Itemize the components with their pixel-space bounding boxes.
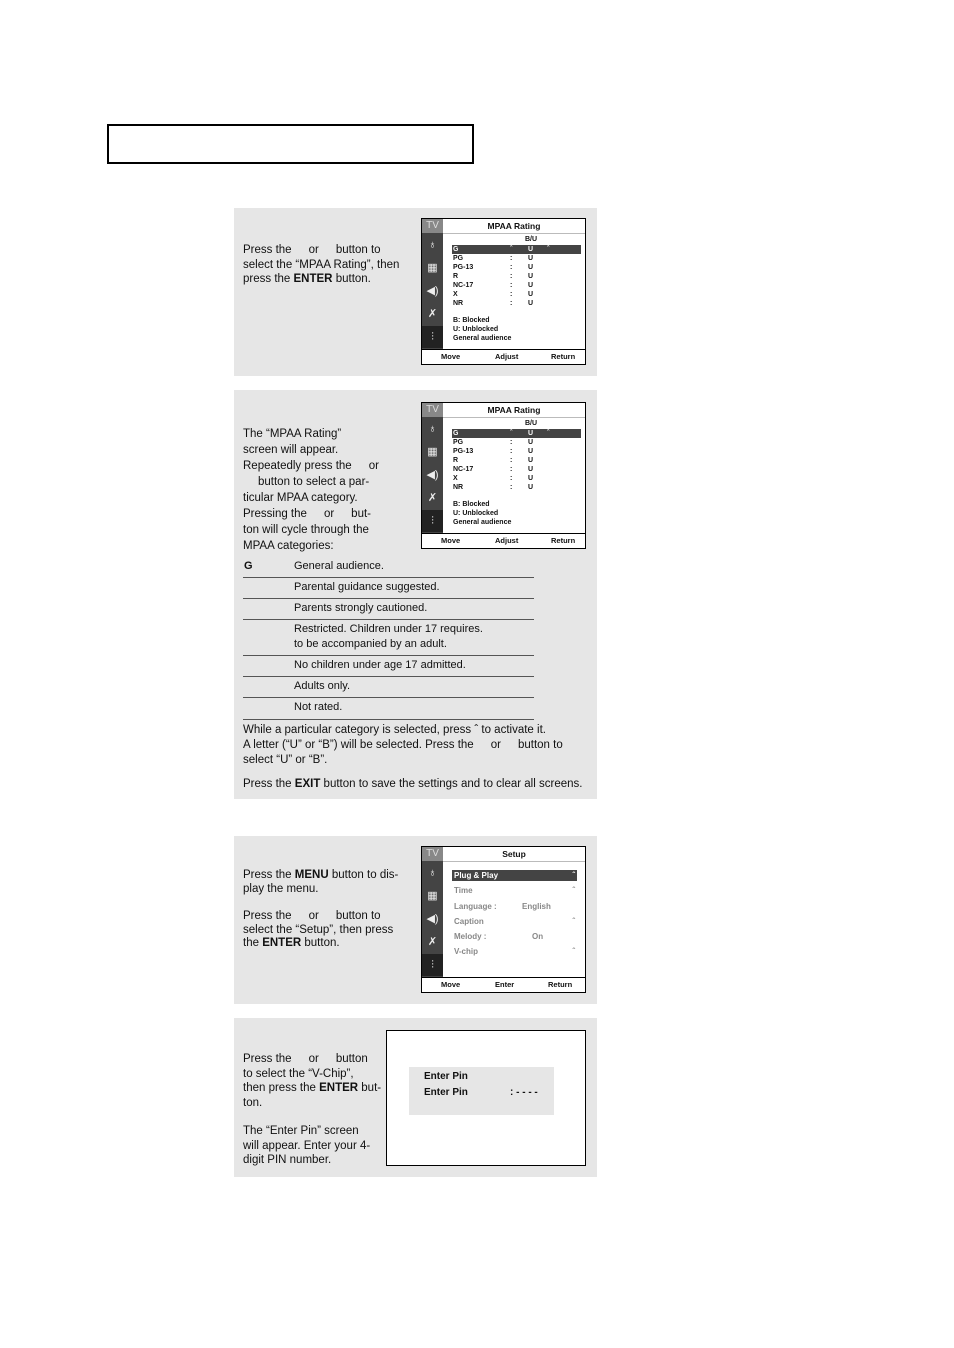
section-title-box [107, 124, 474, 164]
setup-icon: ⫶ [422, 326, 443, 348]
rating-row: NC-17 : U [453, 466, 534, 473]
rating-row: R : U [453, 457, 534, 464]
osd-title: Setup [443, 847, 585, 862]
legend-unblocked: U: Unblocked [453, 326, 499, 333]
bu-header: B/U [525, 236, 538, 243]
input-icon: ♁ [428, 867, 437, 879]
footer-move: Move [441, 352, 461, 361]
legend-description: General audience [453, 335, 512, 342]
footer-adjust: Adjust [495, 352, 519, 361]
sound-icon: ◀) [426, 469, 439, 481]
legend-description: General audience [453, 519, 512, 526]
sound-icon: ◀) [426, 913, 439, 925]
category-row: G General audience. [243, 556, 534, 578]
pin-label-2: Enter Pin [424, 1087, 468, 1098]
step1-text: Press the or button to select the “MPAA Rating”, then press the ENTER button. [243, 244, 400, 285]
step4-text: Press the or button to select the “V-Chip”, then press the ENTER but- ton. The “Enter Pin” screen will appear. Enter your 4- digit PIN number. [243, 1053, 382, 1166]
footer-return: Return [551, 352, 576, 361]
category-row: Parental guidance suggested. [243, 577, 534, 599]
legend-unblocked: U: Unblocked [453, 510, 499, 517]
rating-row: G ˆ U ˆ [452, 245, 581, 254]
category-row: Parents strongly cautioned. [243, 598, 534, 620]
footer-return: Return [551, 536, 576, 545]
rating-row: X : U [453, 291, 534, 298]
category-row: Not rated. [243, 697, 534, 720]
osd-title: MPAA Rating [443, 403, 585, 418]
rating-row: NR : U [453, 300, 534, 307]
input-icon: ♁ [428, 423, 437, 435]
rating-row: PG : U [453, 255, 534, 262]
picture-icon: ▦ [427, 262, 438, 274]
bu-header: B/U [525, 420, 538, 427]
menu-item-time[interactable]: Time ˆ [454, 886, 575, 895]
footer-return: Return [548, 980, 573, 989]
tv-icon: TV [422, 847, 443, 861]
channel-icon: ✗ [427, 492, 438, 504]
osd-sidebar [422, 403, 443, 533]
rating-row: PG-13 : U [453, 264, 534, 271]
category-row: No children under age 17 admitted. [243, 655, 534, 677]
step2-after-text: While a particular category is selected, press ˆ to activate it. A letter (“U” or “B”) will be selected. Press the or button to select “U” or “B”. Press the EXIT button to save the settings and to clear all screens. [243, 724, 583, 790]
setup-menu-screen [421, 846, 586, 993]
osd-title: MPAA Rating [443, 219, 585, 234]
rating-row: X : U [453, 475, 534, 482]
osd-sidebar [422, 219, 443, 349]
rating-row: R : U [453, 273, 534, 280]
osd-footer [422, 533, 585, 548]
menu-item-melody[interactable]: Melody : On [454, 932, 544, 941]
sound-icon: ◀) [426, 285, 439, 297]
footer-adjust: Adjust [495, 536, 519, 545]
rating-row: NC-17 : U [453, 282, 534, 289]
footer-move: Move [441, 536, 461, 545]
osd-footer [422, 349, 585, 364]
setup-icon: ⫶ [422, 954, 443, 976]
channel-icon: ✗ [427, 936, 438, 948]
menu-item-caption[interactable]: Caption ˆ [454, 917, 575, 926]
menu-item-v-chip[interactable]: V-chip ˆ [454, 947, 575, 956]
rating-row: PG : U [453, 439, 534, 446]
osd-sidebar [422, 847, 443, 977]
category-row: Adults only. [243, 676, 534, 698]
menu-item-plug-and-play[interactable]: Plug & Play ˆ [454, 871, 575, 880]
mpaa-rating-screen-2 [421, 402, 586, 549]
rating-row: G ˆ U ˆ [452, 429, 581, 438]
legend-blocked: B: Blocked [453, 317, 490, 324]
enter-pin-screen [386, 1030, 586, 1166]
rating-row: NR : U [453, 484, 534, 491]
menu-item-language[interactable]: Language : English [454, 902, 551, 911]
tv-icon: TV [422, 219, 443, 233]
legend-blocked: B: Blocked [453, 501, 490, 508]
footer-move: Move [441, 980, 461, 989]
step3-text: Press the MENU button to dis- play the menu. Press the or button to select the “Setup”, then press the ENTER button. [243, 869, 399, 949]
osd-footer [422, 977, 585, 992]
setup-icon: ⫶ [422, 510, 443, 532]
step2-text: The “MPAA Rating” screen will appear. Repeatedly press the or button to select a par- ticular MPAA category. Pressing the or but- ton will cycle through the MPAA categories: [243, 428, 379, 552]
footer-enter: Enter [495, 980, 515, 989]
picture-icon: ▦ [427, 446, 438, 458]
channel-icon: ✗ [427, 308, 438, 320]
pin-input[interactable]: : - - - - [510, 1087, 538, 1098]
tv-icon: TV [422, 403, 443, 417]
picture-icon: ▦ [427, 890, 438, 902]
rating-row: PG-13 : U [453, 448, 534, 455]
category-row: Restricted. Children under 17 requires. to be accompanied by an adult. [243, 619, 534, 656]
mpaa-rating-screen-1 [421, 218, 586, 365]
pin-label-1: Enter Pin [424, 1071, 468, 1082]
pin-dialog [409, 1067, 554, 1115]
input-icon: ♁ [428, 239, 437, 251]
